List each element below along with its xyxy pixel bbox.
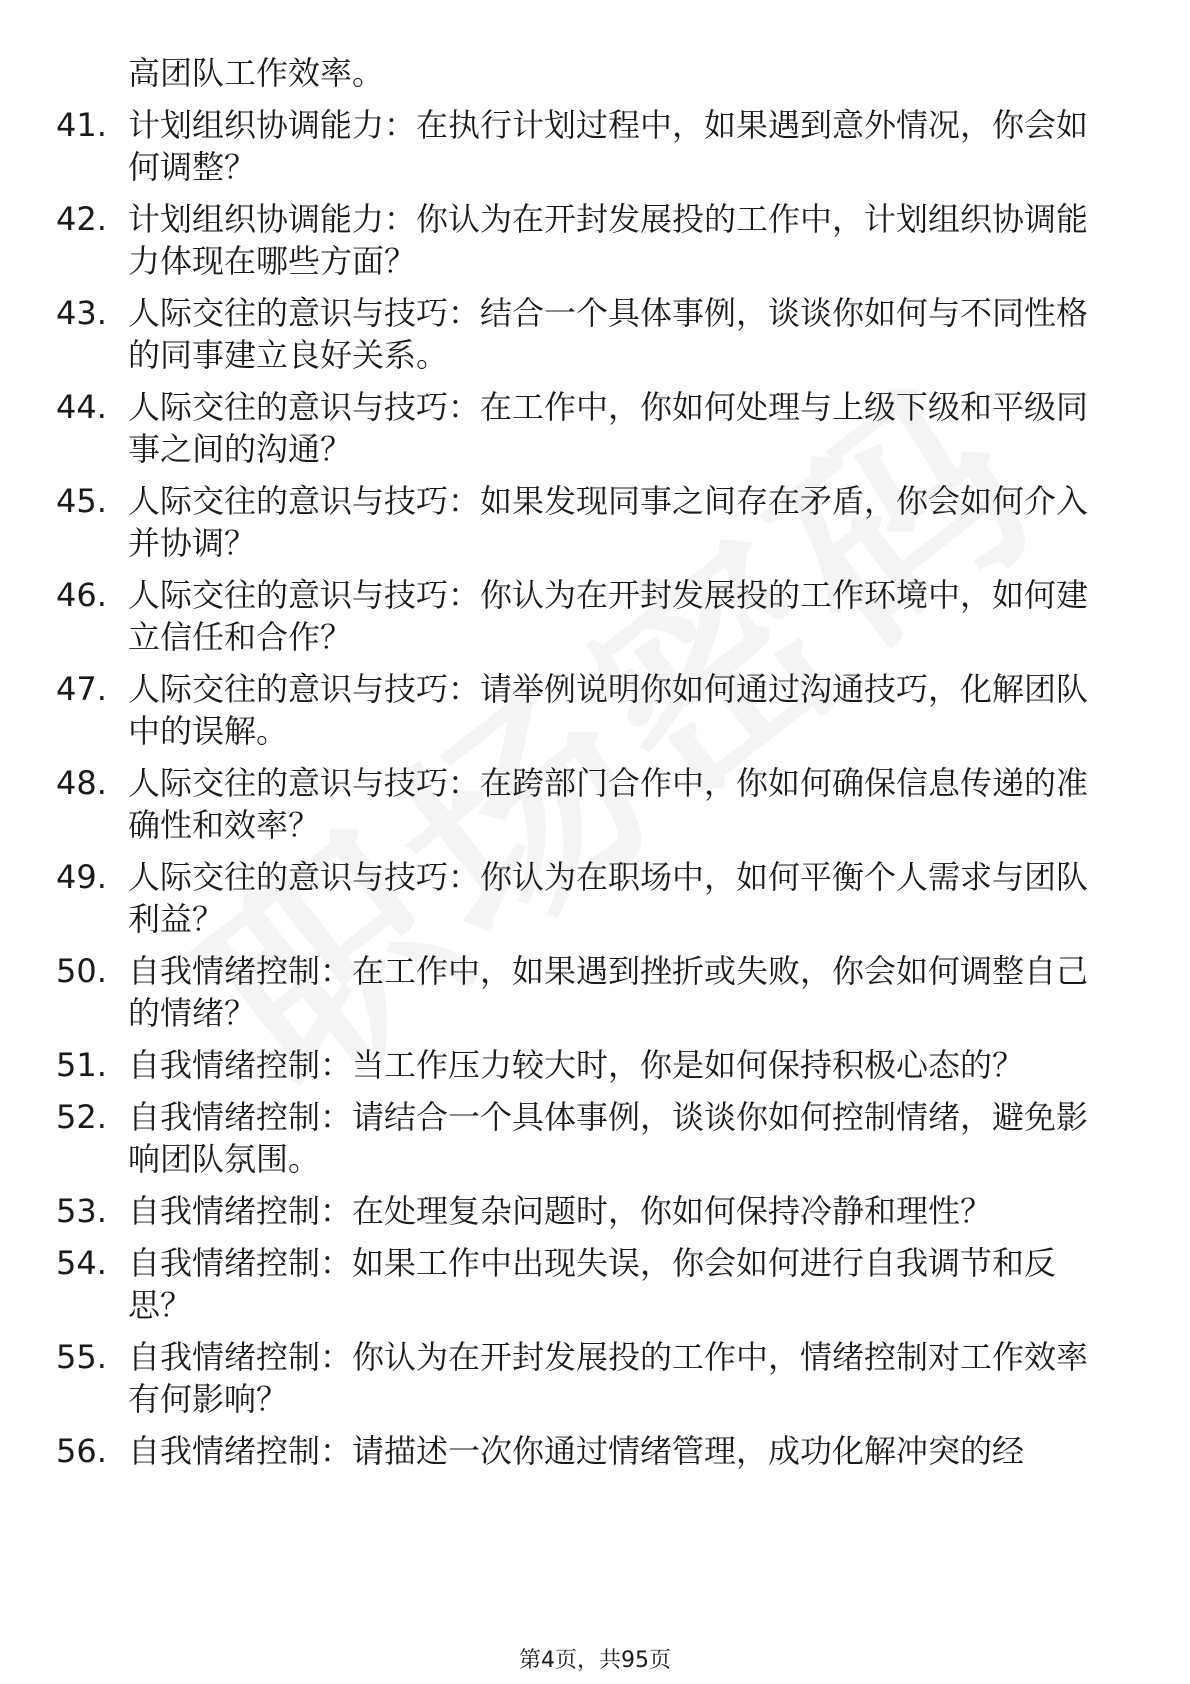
question-item (0, 1430, 1118, 1472)
question-number: 56. (56, 1432, 107, 1470)
question-text: 人际交往的意识与技巧：结合一个具体事例，谈谈你如何与不同性格的同事建立良好关系。 (128, 294, 1089, 374)
question-number: 45. (56, 482, 107, 520)
question-text: 人际交往的意识与技巧：在跨部门合作中，你如何确保信息传递的准确性和效率？ (128, 764, 1089, 844)
page-footer: 第4页，共95页 (519, 1648, 671, 1673)
question-text: 人际交往的意识与技巧：如果发现同事之间存在矛盾，你会如何介入并协调？ (128, 482, 1089, 562)
question-text: 人际交往的意识与技巧：你认为在职场中，如何平衡个人需求与团队利益？ (128, 858, 1089, 938)
question-item (0, 1242, 1118, 1326)
continuation-text: 高团队工作效率。 (128, 54, 385, 92)
question-text: 自我情绪控制：你认为在开封发展投的工作中，情绪控制对工作效率有何影响？ (128, 1338, 1089, 1418)
question-list (0, 104, 1190, 1472)
question-item (0, 1096, 1118, 1180)
question-text: 计划组织协调能力：在执行计划过程中，如果遇到意外情况，你会如何调整？ (128, 106, 1089, 186)
question-number: 49. (56, 858, 107, 896)
question-number: 50. (56, 952, 107, 990)
question-item (0, 386, 1118, 470)
question-text: 自我情绪控制：当工作压力较大时，你是如何保持积极心态的？ (128, 1046, 1025, 1084)
question-text: 自我情绪控制：在工作中，如果遇到挫折或失败，你会如何调整自己的情绪？ (128, 952, 1089, 1032)
question-number: 42. (56, 200, 107, 238)
question-text: 自我情绪控制：在处理复杂问题时，你如何保持冷静和理性？ (128, 1192, 993, 1230)
question-text: 人际交往的意识与技巧：在工作中，你如何处理与上级下级和平级同事之间的沟通？ (128, 388, 1089, 468)
question-item (0, 292, 1118, 376)
question-item (0, 1190, 1118, 1232)
question-item (0, 950, 1118, 1034)
question-item (0, 480, 1118, 564)
question-number: 55. (56, 1338, 107, 1376)
question-number: 43. (56, 294, 107, 332)
question-text: 人际交往的意识与技巧：请举例说明你如何通过沟通技巧，化解团队中的误解。 (128, 670, 1089, 750)
question-number: 54. (56, 1244, 107, 1282)
question-item (0, 762, 1118, 846)
question-number: 48. (56, 764, 107, 802)
question-text: 自我情绪控制：如果工作中出现失误，你会如何进行自我调节和反思？ (128, 1244, 1057, 1324)
question-number: 51. (56, 1046, 107, 1084)
question-item (0, 1044, 1118, 1086)
question-item (0, 668, 1118, 752)
question-text: 人际交往的意识与技巧：你认为在开封发展投的工作环境中，如何建立信任和合作？ (128, 576, 1089, 656)
question-item (0, 198, 1118, 282)
question-number: 44. (56, 388, 107, 426)
question-number: 52. (56, 1098, 107, 1136)
question-number: 47. (56, 670, 107, 708)
question-text: 计划组织协调能力：你认为在开封发展投的工作中，计划组织协调能力体现在哪些方面？ (128, 200, 1089, 280)
question-item (0, 856, 1118, 940)
question-item (0, 1336, 1118, 1420)
question-item (0, 104, 1118, 188)
question-text: 自我情绪控制：请描述一次你通过情绪管理，成功化解冲突的经 (128, 1432, 1025, 1470)
question-number: 41. (56, 106, 107, 144)
question-number: 46. (56, 576, 107, 614)
question-content (0, 52, 1190, 1482)
question-text: 自我情绪控制：请结合一个具体事例，谈谈你如何控制情绪，避免影响团队氛围。 (128, 1098, 1089, 1178)
question-number: 53. (56, 1192, 107, 1230)
question-item (0, 574, 1118, 658)
